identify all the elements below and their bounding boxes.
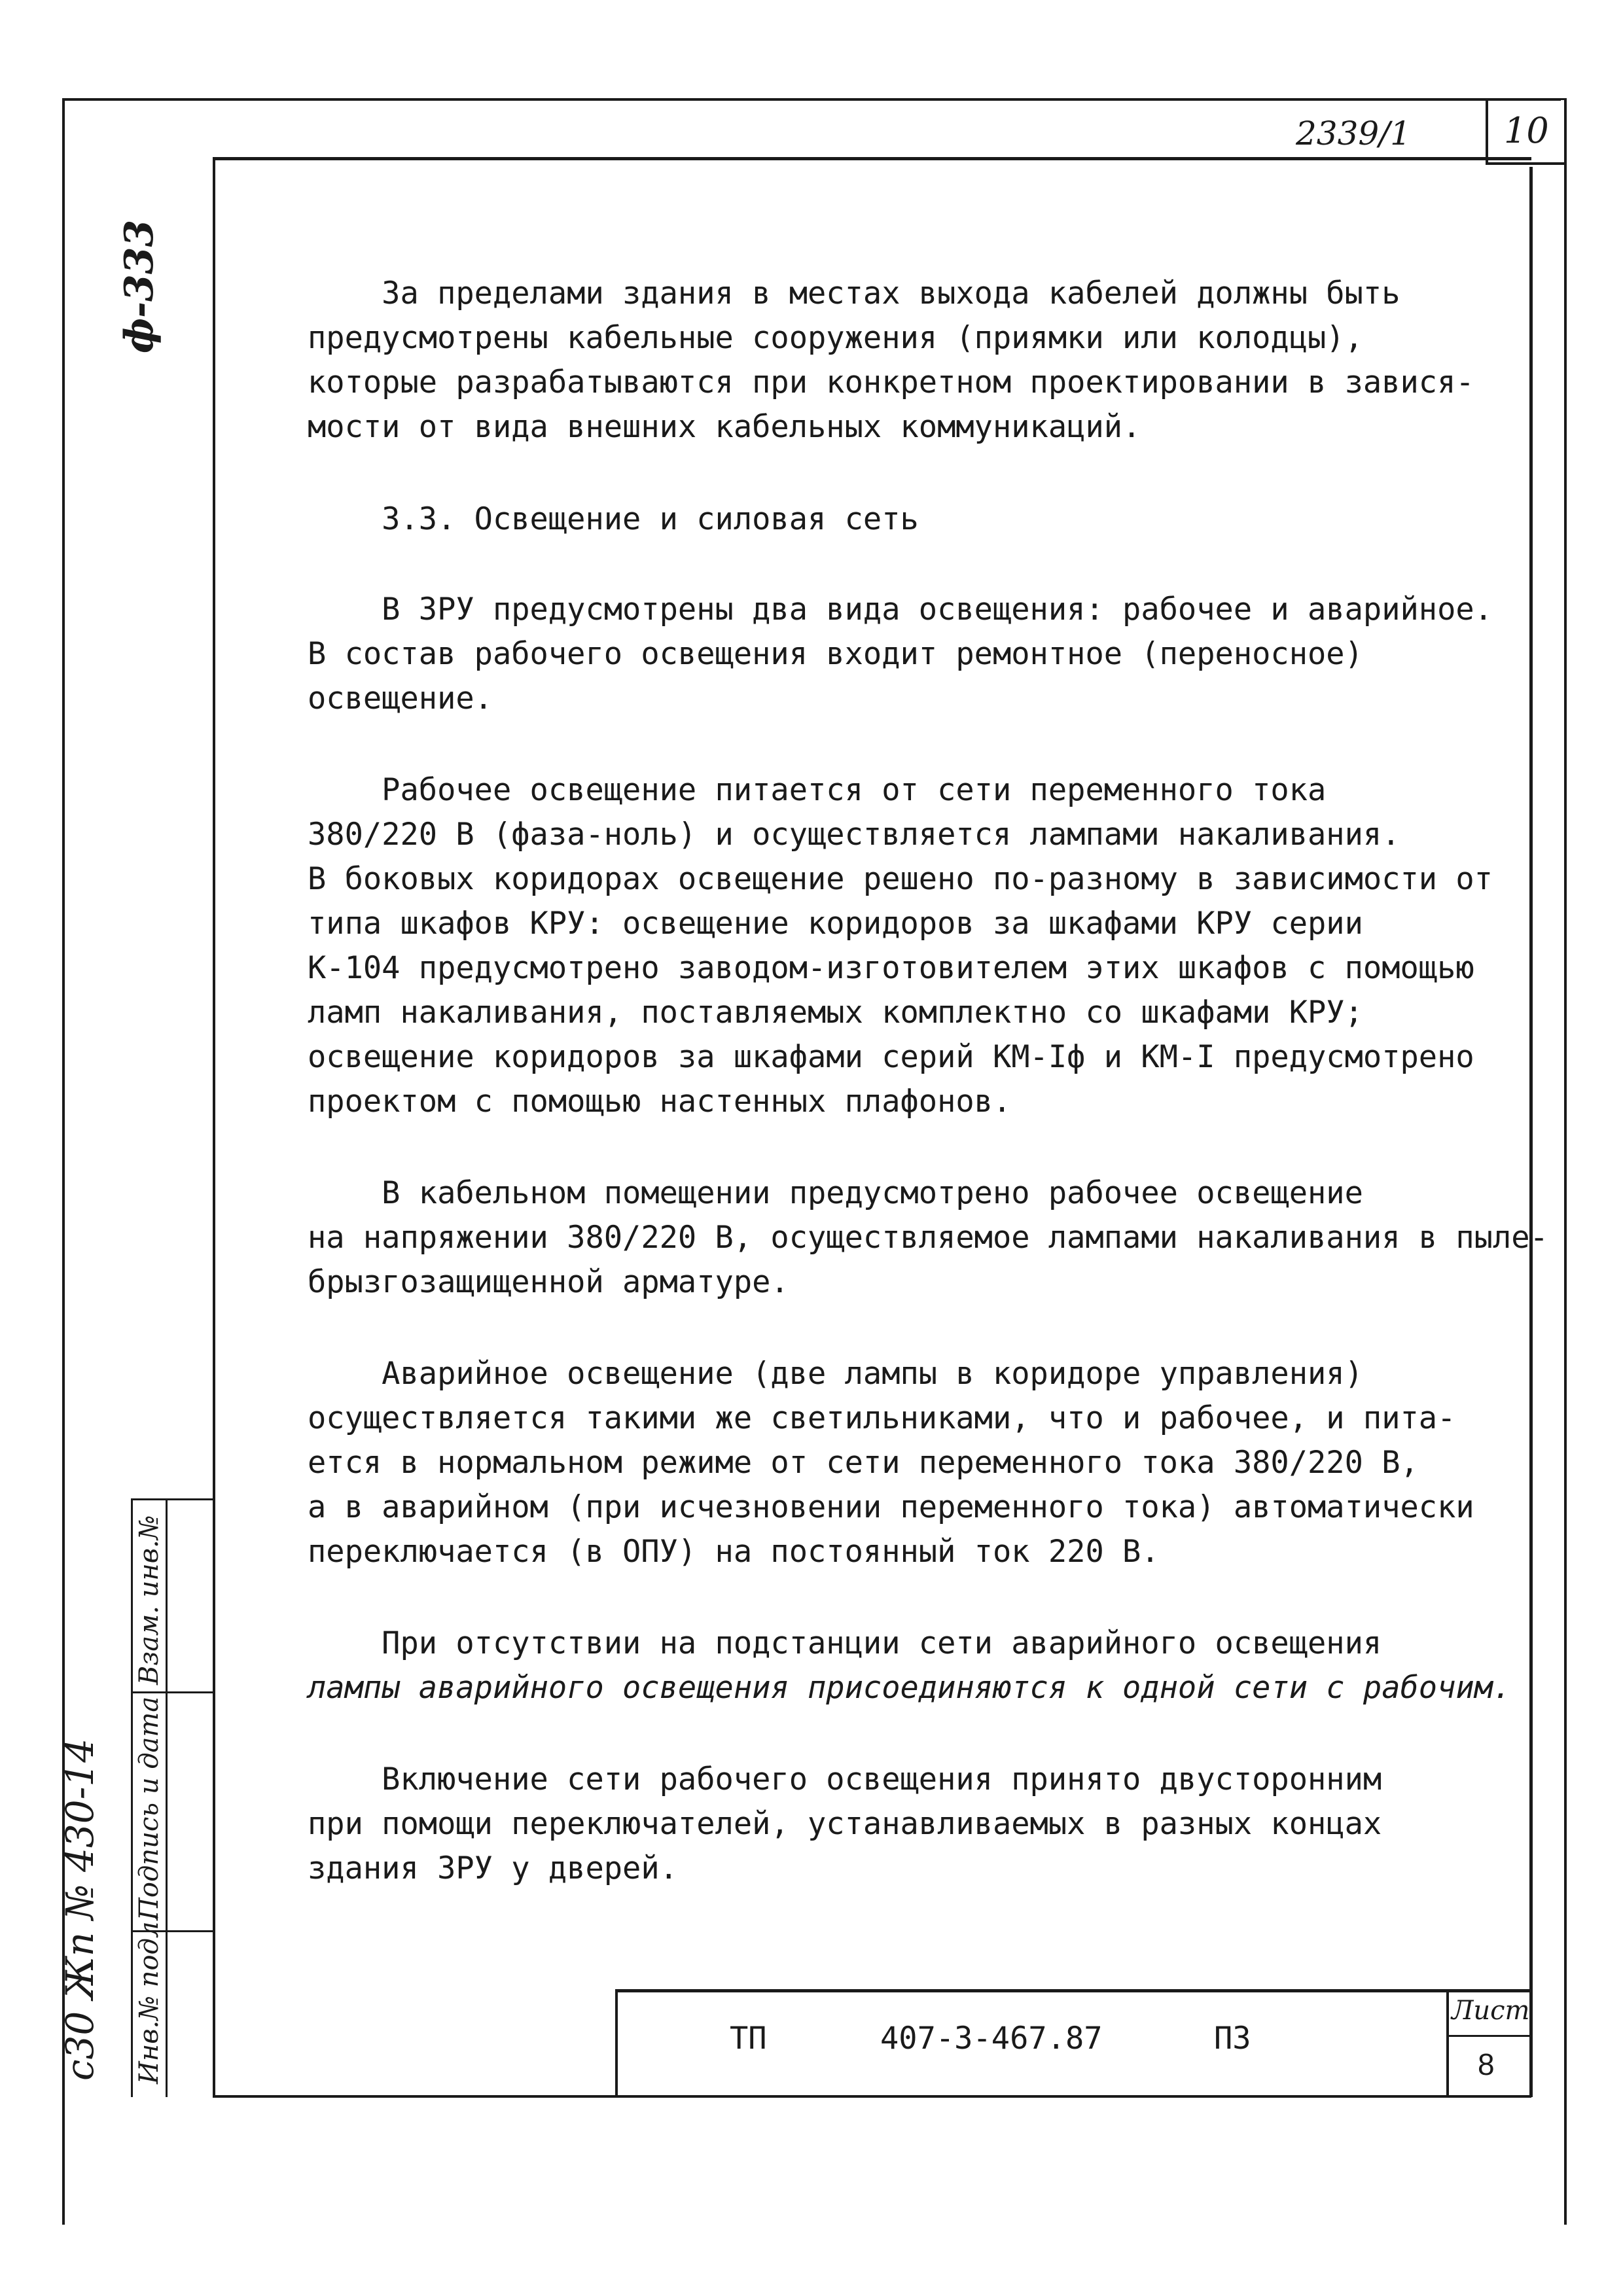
inner-frame-top <box>213 157 1531 160</box>
title-block-top <box>615 1989 1531 1992</box>
document-number: 2339/1 <box>1296 115 1411 152</box>
body-line: В состав рабочего освещения входит ремонтное (переносное) <box>308 636 1363 672</box>
outer-frame-right <box>1564 98 1567 2225</box>
sheet-number-top: 10 <box>1504 110 1549 151</box>
title-block-sheet-rule <box>1446 2035 1531 2037</box>
body-line: которые разрабатываются при конкретном проектировании в завися- <box>308 364 1474 400</box>
body-line: а в аварийном (при исчезновении переменного тока) автоматически <box>308 1489 1474 1525</box>
body-line: на напряжении 380/220 В, осуществляемое лампами накаливания в пыле- <box>308 1220 1548 1256</box>
header-box-divider <box>1486 98 1488 164</box>
body-line: освещение. <box>308 680 493 716</box>
stamp-divider-2 <box>131 1691 215 1693</box>
stamp-label-inv-podl: Инв.№ подл. <box>134 1913 164 2084</box>
body-line: проектом с помощью настенных плафонов. <box>308 1084 1012 1120</box>
stamp-label-vzam-inv: Взам. инв.№ <box>134 1515 164 1685</box>
title-block-doc-type: ПЗ <box>1214 2021 1251 2057</box>
title-block-code: 407-3-467.87 <box>880 2021 1103 2057</box>
body-line: переключается (в ОПУ) на постоянный ток 220 В. <box>308 1534 1160 1570</box>
stamp-label-signature-date: Подпись и дата <box>134 1696 164 1920</box>
title-block-sheet-value: 8 <box>1478 2047 1495 2081</box>
binding-note: с30 Жп № 430-14 <box>58 1738 102 2081</box>
body-line: В ЗРУ предусмотрены два вида освещения: рабочее и аварийное. <box>308 592 1493 627</box>
body-line: За пределами здания в местах выхода кабелей должны быть <box>308 275 1400 311</box>
body-line: типа шкафов КРУ: освещение коридоров за шкафами КРУ серии <box>308 906 1363 942</box>
body-line: 380/220 В (фаза-ноль) и осуществляется лампами накаливания. <box>308 817 1400 853</box>
stamp-divider-1 <box>131 1498 215 1500</box>
header-box-top <box>1486 98 1564 100</box>
inner-frame-left <box>213 157 215 2097</box>
outer-frame-top <box>62 98 1561 101</box>
header-box-bottom <box>1486 162 1564 165</box>
body-line-italic: лампы аварийного освещения присоединяются к одной сети с рабочим. <box>308 1670 1512 1706</box>
title-block-sheet-divider <box>1446 1989 1449 2097</box>
body-line: мости от вида внешних кабельных коммуникаций. <box>308 409 1141 445</box>
title-block-left <box>615 1989 618 2097</box>
body-line: освещение коридоров за шкафами серий КМ-Iф и КМ-I предусмотрено <box>308 1039 1474 1075</box>
form-code: ф-333 <box>116 219 162 353</box>
stamp-inner-edge <box>166 1498 168 2097</box>
title-block-sheet-label: Лист <box>1452 1996 1530 2026</box>
body-line: осуществляется такими же светильниками, что и рабочее, и пита- <box>308 1400 1456 1436</box>
body-line: ется в нормальном режиме от сети переменного тока 380/220 В, <box>308 1445 1419 1481</box>
body-line: При отсутствии на подстанции сети аварийного освещения <box>308 1625 1382 1661</box>
body-line: Включение сети рабочего освещения принято двусторонним <box>308 1761 1382 1797</box>
body-line: Аварийное освещение (две лампы в коридоре управления) <box>308 1356 1363 1392</box>
title-block-series: ТП <box>730 2021 767 2057</box>
body-line: предусмотрены кабельные сооружения (приямки или колодцы), <box>308 320 1363 356</box>
body-line: Рабочее освещение питается от сети переменного тока <box>308 772 1327 808</box>
inner-frame-bottom <box>213 2095 1531 2098</box>
body-line: здания ЗРУ у дверей. <box>308 1850 678 1886</box>
body-line: при помощи переключателей, устанавливаемых в разных концах <box>308 1806 1382 1842</box>
body-line: В боковых коридорах освещение решено по-разному в зависимости от <box>308 861 1493 897</box>
body-line: В кабельном помещении предусмотрено рабочее освещение <box>308 1175 1363 1211</box>
body-line: брызгозащищенной арматуре. <box>308 1264 789 1300</box>
section-heading: 3.3. Освещение и силовая сеть <box>308 501 919 537</box>
stamp-left-edge <box>131 1498 133 2097</box>
body-line: ламп накаливания, поставляемых комплектно со шкафами КРУ; <box>308 995 1363 1031</box>
body-line: К-104 предусмотрено заводом-изготовителем этих шкафов с помощью <box>308 950 1474 986</box>
